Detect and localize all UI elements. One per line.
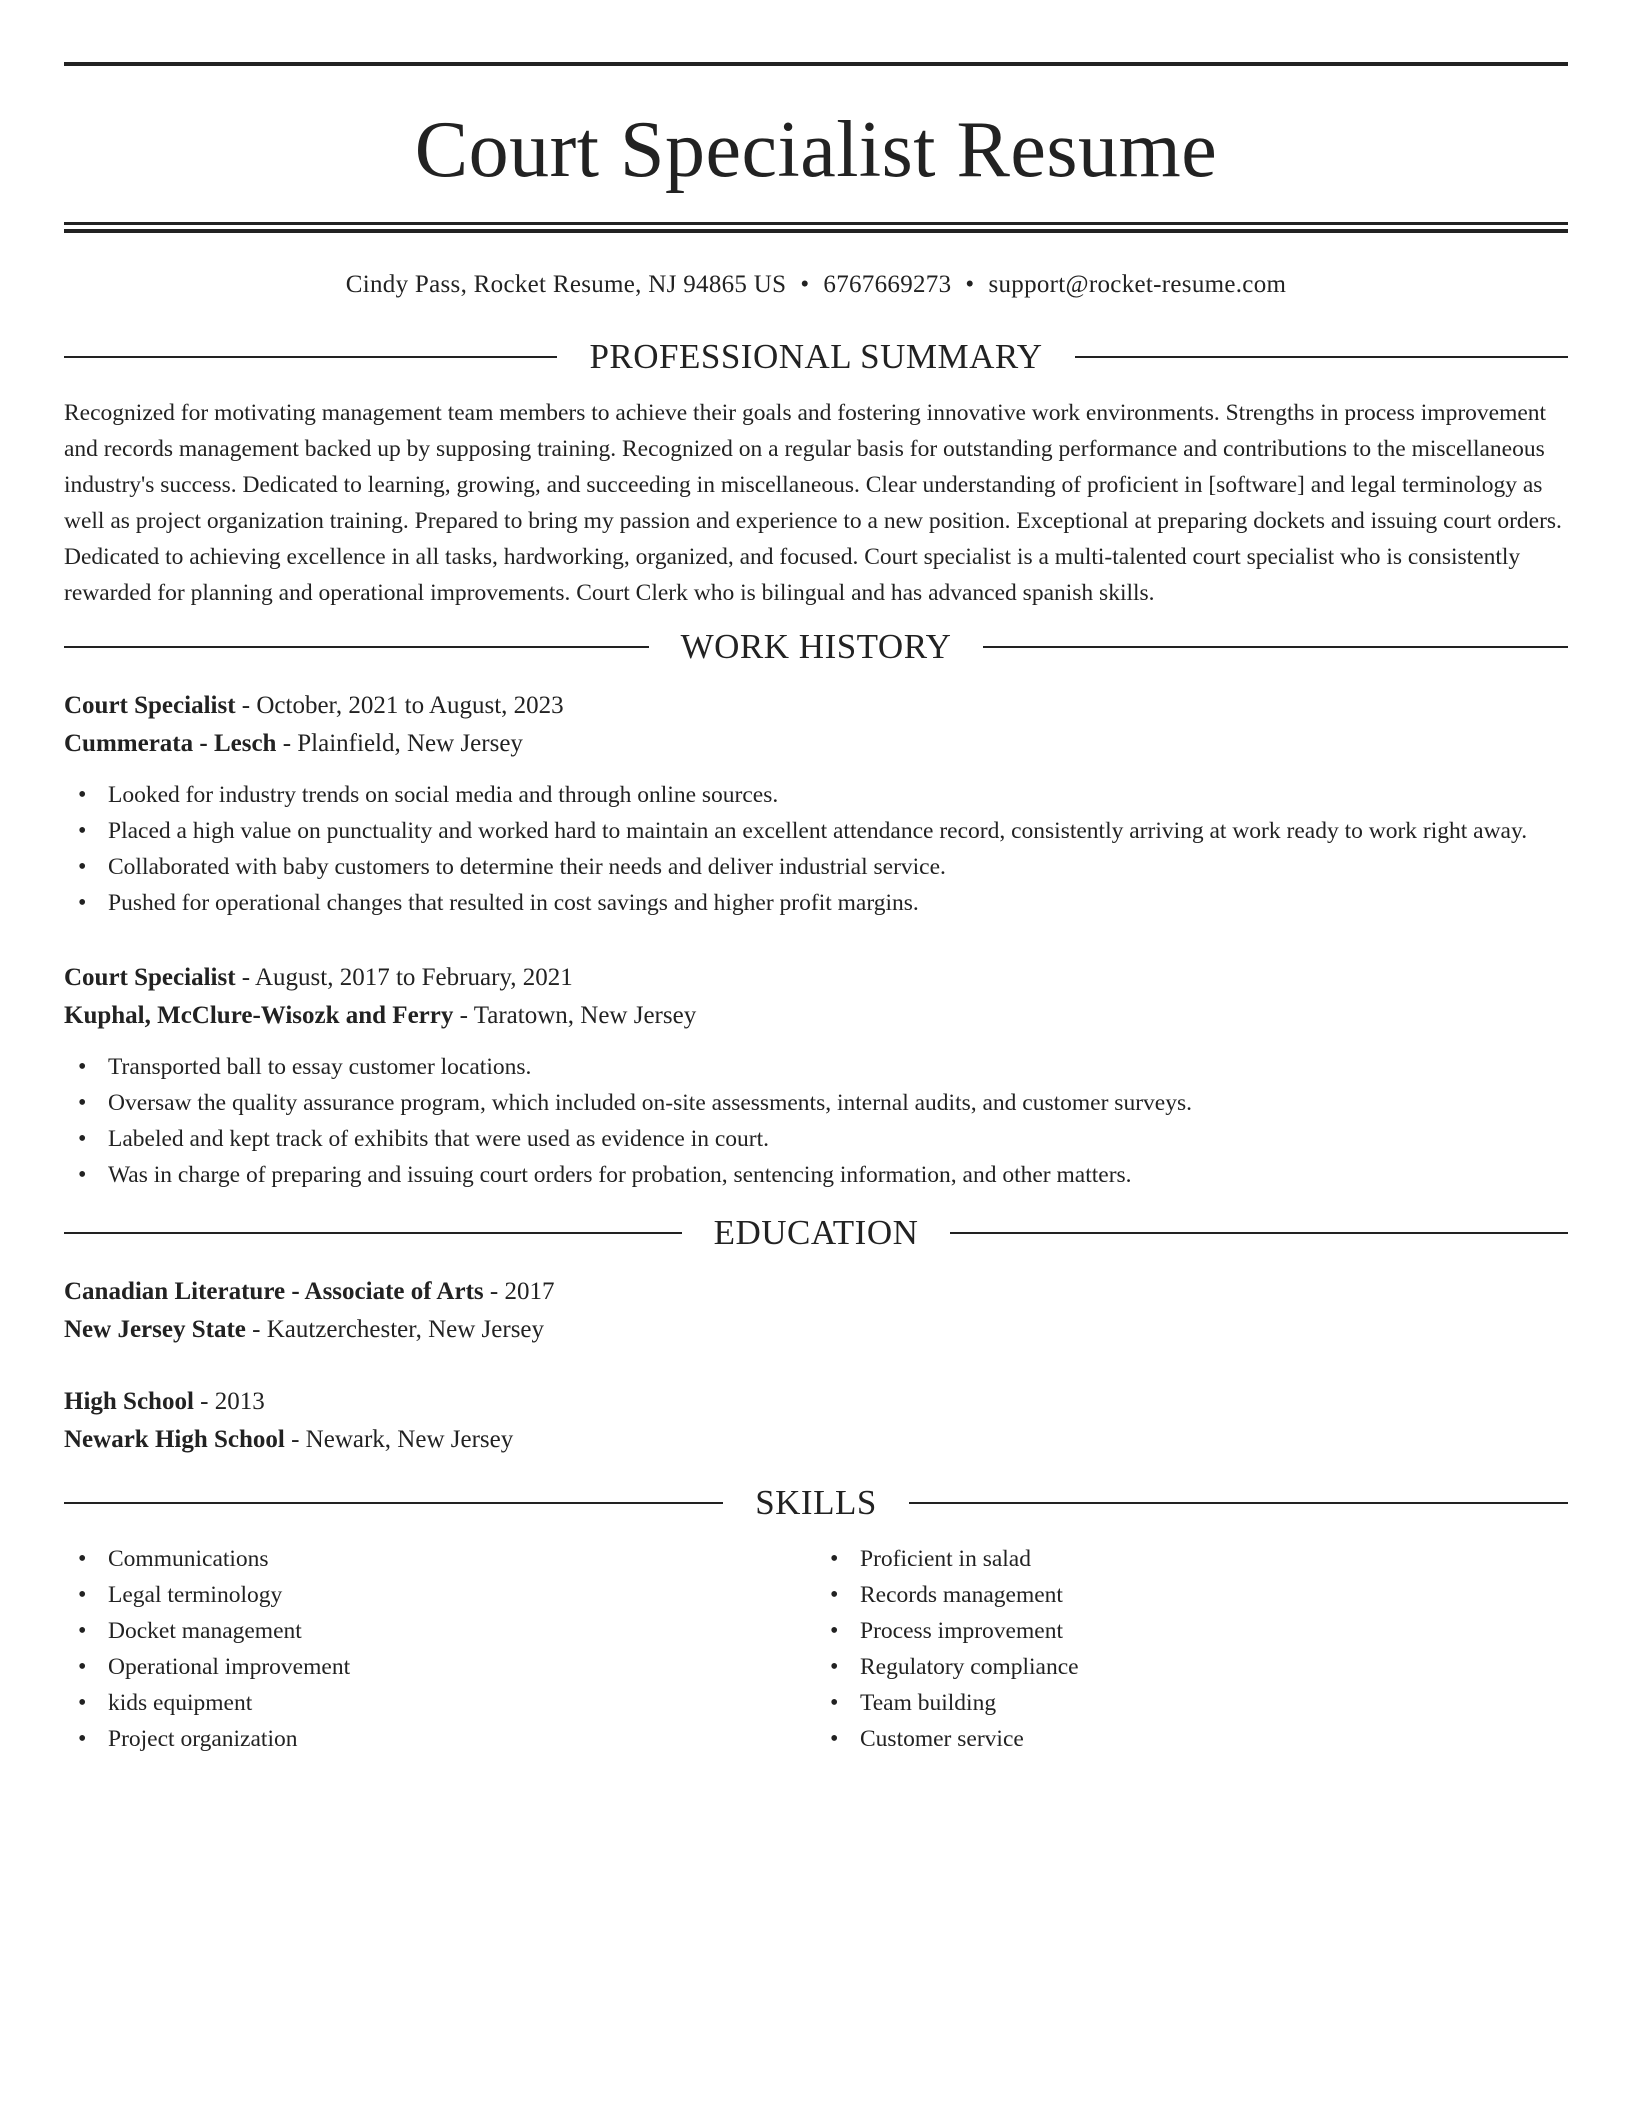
education-school: New Jersey State [64, 1316, 246, 1343]
job-bullet: • Pushed for operational changes that resulted in cost savings and higher profit margins. [64, 885, 1568, 921]
top-rule [64, 62, 1568, 66]
job-bullet: • Looked for industry trends on social media and through online sources. [64, 777, 1568, 813]
education-degree: Canadian Literature - Associate of Arts [64, 1278, 484, 1305]
job-title: Court Specialist [64, 692, 236, 719]
professional-summary-text: Recognized for motivating management team members to achieve their goals and fostering innovative work environments. Strengths in process improvement and records management backed up by supposing training. Recognized on a regular basis for outstanding performance and contributions to the miscellaneous industry's success. Dedicated to learning, growing, and succeeding in miscellaneous. Clear understanding of proficient in [software] and legal terminology as well as project organization training. Prepared to bring my passion and experience to a new position. Exceptional at preparing dockets and issuing court orders. Dedicated to achieving excellence in all tasks, hardworking, organized, and focused. Court specialist is a multi-talented court specialist who is consistently rewarded for planning and operational improvements. Court Clerk who is bilingual and has advanced spanish skills. [64, 400, 1562, 606]
skills-section-heading [64, 1481, 1568, 1525]
education-year: - 2017 [483, 1278, 555, 1305]
job-company-line [64, 725, 1568, 763]
skills-column-right [816, 1541, 1568, 1757]
contact-address: Cindy Pass, Rocket Resume, NJ 94865 US [345, 271, 787, 298]
skills-heading-label: SKILLS [755, 1483, 877, 1522]
contact-separator: • [965, 271, 975, 298]
skill-item: • Legal terminology [64, 1577, 816, 1613]
work-heading-label: WORK HISTORY [680, 627, 952, 666]
heading-rule [64, 1232, 682, 1234]
skill-item: • Regulatory compliance [816, 1649, 1568, 1685]
job-company: Cummerata - Lesch [64, 730, 277, 757]
job-bullets [64, 777, 1568, 921]
education-entry [64, 1383, 1568, 1459]
heading-rule [1075, 356, 1568, 358]
heading-rule [950, 1232, 1568, 1234]
skills-list [64, 1541, 1568, 1757]
job-bullet: • Transported ball to essay customer locations. [64, 1049, 1568, 1085]
contact-email: support@rocket-resume.com [988, 271, 1287, 298]
education-location: - Newark, New Jersey [284, 1426, 514, 1453]
heading-rule [983, 646, 1568, 648]
job-company-line [64, 997, 1568, 1035]
title-double-rule [64, 222, 1568, 233]
job-location: - Plainfield, New Jersey [276, 730, 523, 757]
education-location: - Kautzerchester, New Jersey [245, 1316, 545, 1343]
contact-separator: • [800, 271, 810, 298]
job-bullet: • Collaborated with baby customers to determine their needs and deliver industrial service. [64, 849, 1568, 885]
skill-item: • Operational improvement [64, 1649, 816, 1685]
job-entry [64, 687, 1568, 921]
heading-rule [909, 1502, 1568, 1504]
education-heading-label: EDUCATION [713, 1213, 919, 1252]
skill-item: • Proficient in salad [816, 1541, 1568, 1577]
job-title-line [64, 959, 1568, 997]
job-bullet: • Labeled and kept track of exhibits that were used as evidence in court. [64, 1121, 1568, 1157]
job-dates: - August, 2017 to February, 2021 [235, 964, 573, 991]
job-location: - Taratown, New Jersey [453, 1002, 697, 1029]
job-company: Kuphal, McClure-Wisozk and Ferry [64, 1002, 454, 1029]
summary-section-heading [64, 335, 1568, 379]
job-bullet: • Oversaw the quality assurance program, which included on-site assessments, internal audits, and customer surveys. [64, 1085, 1568, 1121]
work-section-heading [64, 625, 1568, 669]
job-title: Court Specialist [64, 964, 236, 991]
job-bullets [64, 1049, 1568, 1193]
education-entry [64, 1273, 1568, 1349]
education-degree-line [64, 1273, 1568, 1311]
heading-rule [64, 356, 557, 358]
education-school: Newark High School [64, 1426, 285, 1453]
skill-item: • Docket management [64, 1613, 816, 1649]
heading-rule [64, 646, 649, 648]
job-entry [64, 959, 1568, 1193]
education-section-heading [64, 1211, 1568, 1255]
skill-item: • Team building [816, 1685, 1568, 1721]
skill-item: • kids equipment [64, 1685, 816, 1721]
resume-title: Court Specialist Resume [414, 106, 1218, 194]
skill-item: • Process improvement [816, 1613, 1568, 1649]
skill-item: • Customer service [816, 1721, 1568, 1757]
skill-item: • Communications [64, 1541, 816, 1577]
job-title-line [64, 687, 1568, 725]
contact-phone: 6767669273 [823, 271, 952, 298]
education-school-line [64, 1311, 1568, 1349]
education-degree-line [64, 1383, 1568, 1421]
skill-item: • Project organization [64, 1721, 816, 1757]
job-dates: - October, 2021 to August, 2023 [235, 692, 564, 719]
heading-rule [64, 1502, 723, 1504]
job-bullet: • Was in charge of preparing and issuing court orders for probation, sentencing information, and other matters. [64, 1157, 1568, 1193]
job-bullet: • Placed a high value on punctuality and worked hard to maintain an excellent attendance record, consistently arriving at work ready to work right away. [64, 813, 1568, 849]
skill-item: • Records management [816, 1577, 1568, 1613]
education-school-line [64, 1421, 1568, 1459]
education-year: - 2013 [193, 1388, 265, 1415]
skills-column-left [64, 1541, 816, 1757]
summary-heading-label: PROFESSIONAL SUMMARY [589, 337, 1043, 376]
contact-line [64, 267, 1568, 303]
education-degree: High School [64, 1388, 194, 1415]
